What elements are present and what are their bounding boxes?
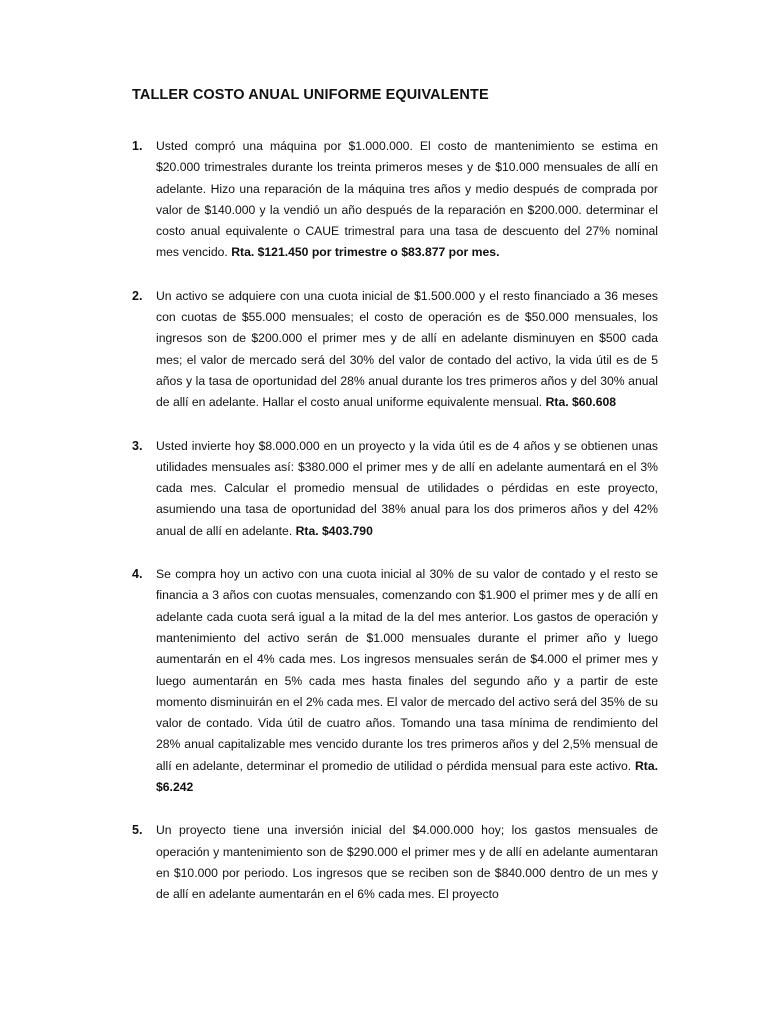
problem-3 <box>132 436 658 542</box>
problem-statement: Un activo se adquiere con una cuota inicial de $1.500.000 y el resto financiado a 36 meses con cuotas de $55.000 mensuales; el costo de operación es de $50.000 mensuales, los ingresos son de $200.000 el primer mes y de allí en adelante disminuyen en $500 cada mes; el valor de mercado será del 30% del valor de contado del activo, la vida útil es de 5 años y la tasa de oportunidad del 28% anual durante los tres primeros años y del 30% anual de allí en adelante. Hallar el costo anual uniforme equivalente mensual. <box>156 288 658 410</box>
problem-statement: Se compra hoy un activo con una cuota inicial al 30% de su valor de contado y el resto se financia a 3 años con cuotas mensuales, comenzando con $1.900 el primer mes y de allí en adelante cada cuota será igual a la mitad de la del mes anterior. Los gastos de operación y mantenimiento del activo serán de $1.000 mensuales durante el primer año y luego aumentarán en el 4% cada mes. Los ingresos mensuales serán de $4.000 el primer mes y luego aumentarán en 5% cada mes hasta finales del segundo año y a partir de este momento disminuirán en el 2% cada mes. El valor de mercado del activo será del 35% de su valor de contado. Vida útil de cuatro años. Tomando una tasa mínima de rendimiento del 28% anual capitalizable mes vencido durante los tres primeros años y del 2,5% mensual de allí en adelante, determinar el promedio de utilidad o pérdida mensual para este activo. <box>156 567 658 773</box>
problem-number: 4. <box>132 567 143 582</box>
problem-statement: Un proyecto tiene una inversión inicial del $4.000.000 hoy; los gastos mensuales de operación y mantenimiento son de $290.000 el primer mes y de allí en adelante aumentaran en $10.000 por periodo. Los ingresos que se reciben son de $840.000 dentro de un mes y de allí en adelante aumentarán en el 6% cada mes. El proyecto <box>156 823 658 902</box>
problem-number: 3. <box>132 438 143 453</box>
problem-number: 1. <box>132 139 143 153</box>
problem-statement: Usted compró una máquina por $1.000.000. El costo de mantenimiento se estima en $20.000 trimestrales durante los treinta primeros meses y de $10.000 mensuales de allí en adelante. Hizo una reparación de la máquina tres años y medio después de comprada por valor de $140.000 y la vendió un año después de la reparación en $200.000. determinar el costo anual equivalente o CAUE trimestral para una tasa de descuento del 27% nominal mes vencido. <box>156 139 658 260</box>
problem-2 <box>132 286 658 414</box>
document-title: TALLER COSTO ANUAL UNIFORME EQUIVALENTE <box>132 87 489 103</box>
problem-text <box>156 136 658 264</box>
problem-1 <box>132 136 658 264</box>
problem-text <box>156 436 658 542</box>
problem-number: 5. <box>132 823 143 838</box>
problem-answer: Rta. $403.790 <box>295 523 373 538</box>
problem-text <box>156 564 658 798</box>
problem-statement: Usted invierte hoy $8.000.000 en un proyecto y la vida útil es de 4 años y se obtienen unas utilidades mensuales así: $380.000 el primer mes y de allí en adelante aumentará en el 3% cada mes. Calcular el promedio mensual de utilidades o pérdidas en este proyecto, asumiendo una tasa de oportunidad del 38% anual para los dos primeros años y del 42% anual de allí en adelante. <box>156 438 658 538</box>
problem-answer: Rta. $121.450 por trimestre o $83.877 por mes. <box>231 245 500 260</box>
problem-text <box>156 820 658 905</box>
problem-5 <box>132 820 658 905</box>
problem-text <box>156 286 658 414</box>
problem-answer: Rta. $60.608 <box>545 395 617 410</box>
problem-number: 2. <box>132 288 143 303</box>
problem-4 <box>132 564 658 798</box>
problem-answer: Rta. $6.242 <box>156 758 659 795</box>
